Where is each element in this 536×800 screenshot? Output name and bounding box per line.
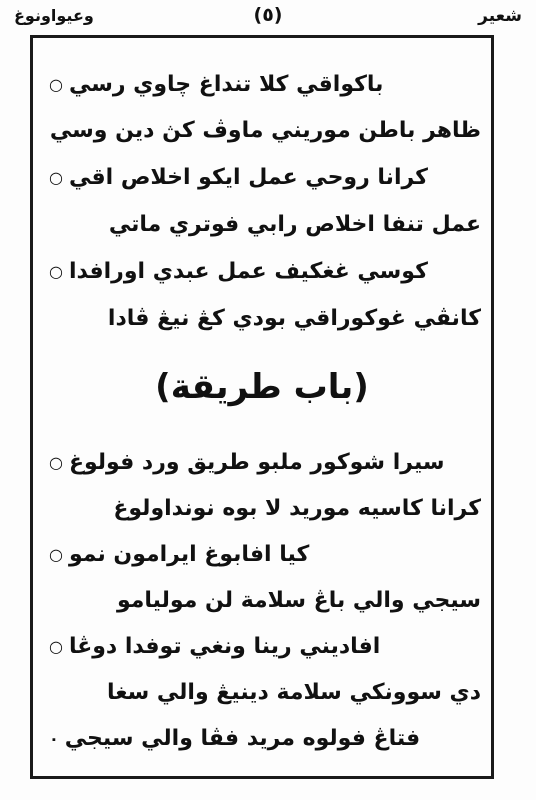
verse-line	[43, 70, 481, 100]
verse-line	[43, 540, 481, 570]
verse-circle-marker: ○	[49, 262, 63, 281]
verse-text: دي سوونكي سلامة دينيڠ والي سغا	[106, 680, 481, 705]
section-title: (باب طريقة)	[155, 367, 369, 407]
verse-text: سيرا شوكور ملبو طريق ورد فولوغ	[68, 450, 445, 475]
page-number: (٥)	[253, 4, 283, 26]
verse-circle-marker: ○	[49, 75, 63, 94]
text-frame	[30, 35, 494, 779]
running-title: شعير	[478, 6, 522, 26]
verse-circle-marker: ○	[49, 453, 63, 472]
verse-line	[43, 678, 481, 708]
verse-text: كيا افابوغ ايرامون نمو	[68, 542, 310, 567]
verse-text: ظاهر باطن موريني ماوڤ كڽ دين وسي	[49, 118, 481, 143]
verse-text: كوسي غغكيف عمل عبدي اورافدا	[68, 259, 428, 284]
verse-line	[43, 632, 481, 662]
verse-text: افاديني رينا ونغي توفدا دوڠا	[68, 634, 381, 659]
verse-line	[43, 586, 481, 616]
verse-circle-marker: ○	[49, 168, 63, 187]
verse-text: كرانا كاسيه موريد لا بوه نونداولوغ	[113, 496, 481, 521]
verse-text: سيجي والي باڠ سلامة لن موليامو	[117, 588, 481, 613]
verse-line	[43, 163, 481, 193]
verse-line	[43, 257, 481, 287]
verse-text: كانڤي غوكوراقي بودي كڠ نيڠ ڤادا	[107, 306, 481, 331]
running-subtitle: وعيواونوغ	[14, 6, 94, 25]
verse-text: عمل تنفا اخلاص رابي فوتري ماتي	[108, 212, 481, 237]
verse-line	[43, 210, 481, 240]
verse-circle-marker: ○	[49, 545, 63, 564]
page-header	[14, 4, 522, 30]
verse-end-marker: ٠	[49, 729, 59, 748]
verse-text: كرانا روحي عمل ايكو اخلاص اقي	[68, 165, 428, 190]
verse-line	[43, 116, 481, 146]
verse-line	[43, 448, 481, 478]
verse-line	[43, 494, 481, 524]
verse-text: فتاڠ فولوه مريد فڤا والي سيجي	[64, 726, 421, 751]
verse-circle-marker: ○	[49, 637, 63, 656]
verse-line	[43, 724, 481, 754]
verse-text: باكواقي كلا تنداغ چاوي رسي	[68, 72, 384, 97]
verse-line	[43, 304, 481, 334]
